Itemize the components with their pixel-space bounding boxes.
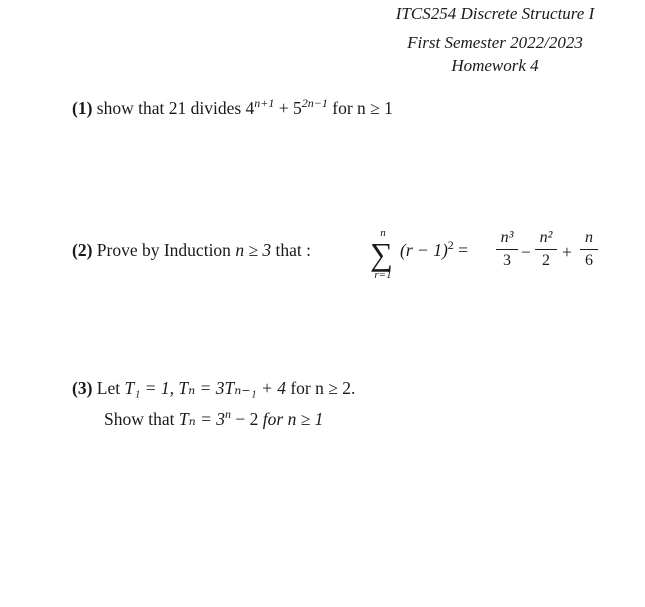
problem-1: [72, 98, 393, 119]
summation-symbol: ∑: [370, 236, 393, 272]
semester-label: First Semester 2022/2023: [407, 33, 583, 52]
fraction-n-cubed-over-3: [496, 228, 518, 271]
summation-lower: r=1: [374, 269, 392, 281]
problem-3-exponent: n: [225, 407, 232, 421]
problem-3-recurrence: T₁ = 1, Tₙ = 3Tₙ₋₁ + 4: [124, 378, 286, 398]
fraction-n-squared-over-2: [535, 228, 557, 271]
summand-exponent: 2: [447, 238, 454, 252]
problem-3-condition: for n ≥ 2.: [290, 378, 356, 398]
fraction-3-numerator: n: [585, 229, 593, 246]
problem-2-number: (2): [72, 240, 93, 260]
problem-1-plus: +: [278, 98, 289, 118]
fraction-n-over-6: [580, 228, 598, 271]
fraction-3-denominator: 6: [585, 252, 593, 269]
plus-sign: +: [562, 242, 572, 262]
problem-1-tail: for n ≥ 1: [332, 98, 393, 118]
problem-3: [72, 378, 355, 399]
problem-1-exp1: n+1: [254, 96, 275, 110]
problem-3-minus-two: − 2: [235, 409, 259, 429]
homework-label: Homework 4: [451, 56, 539, 75]
problem-2: [72, 240, 311, 261]
fraction-2-denominator: 2: [542, 252, 550, 269]
problem-1-text: show that 21 divides: [96, 98, 242, 118]
problem-1-base1: 4: [245, 98, 255, 118]
problem-2-condition: n ≥ 3: [235, 240, 272, 260]
summation-upper: n: [380, 227, 386, 239]
equals-sign: =: [458, 240, 469, 260]
summation: [368, 227, 398, 281]
problem-3-let: Let: [96, 378, 121, 398]
problem-1-number: (1): [72, 98, 93, 118]
problem-1-base2: 5: [293, 98, 302, 118]
fraction-1-numerator: n³: [500, 229, 514, 246]
problem-3-closed-form: Tₙ = 3: [178, 409, 226, 429]
problem-3-show-that: Show that: [104, 409, 175, 429]
problem-3-number: (3): [72, 378, 93, 398]
problem-3-claim-condition: for n ≥ 1: [262, 409, 324, 429]
summand: (r − 1): [400, 240, 448, 260]
summation-expression: [400, 240, 468, 261]
course-title: ITCS254 Discrete Structure I: [395, 4, 595, 23]
minus-sign: −: [521, 242, 531, 262]
problem-2-that: that :: [275, 240, 312, 260]
fraction-1-denominator: 3: [503, 252, 511, 269]
fraction-2-numerator: n²: [539, 229, 553, 246]
problem-3-claim: [104, 409, 323, 430]
problem-1-exp2: 2n−1: [301, 96, 328, 110]
problem-2-text: Prove by Induction: [96, 240, 231, 260]
